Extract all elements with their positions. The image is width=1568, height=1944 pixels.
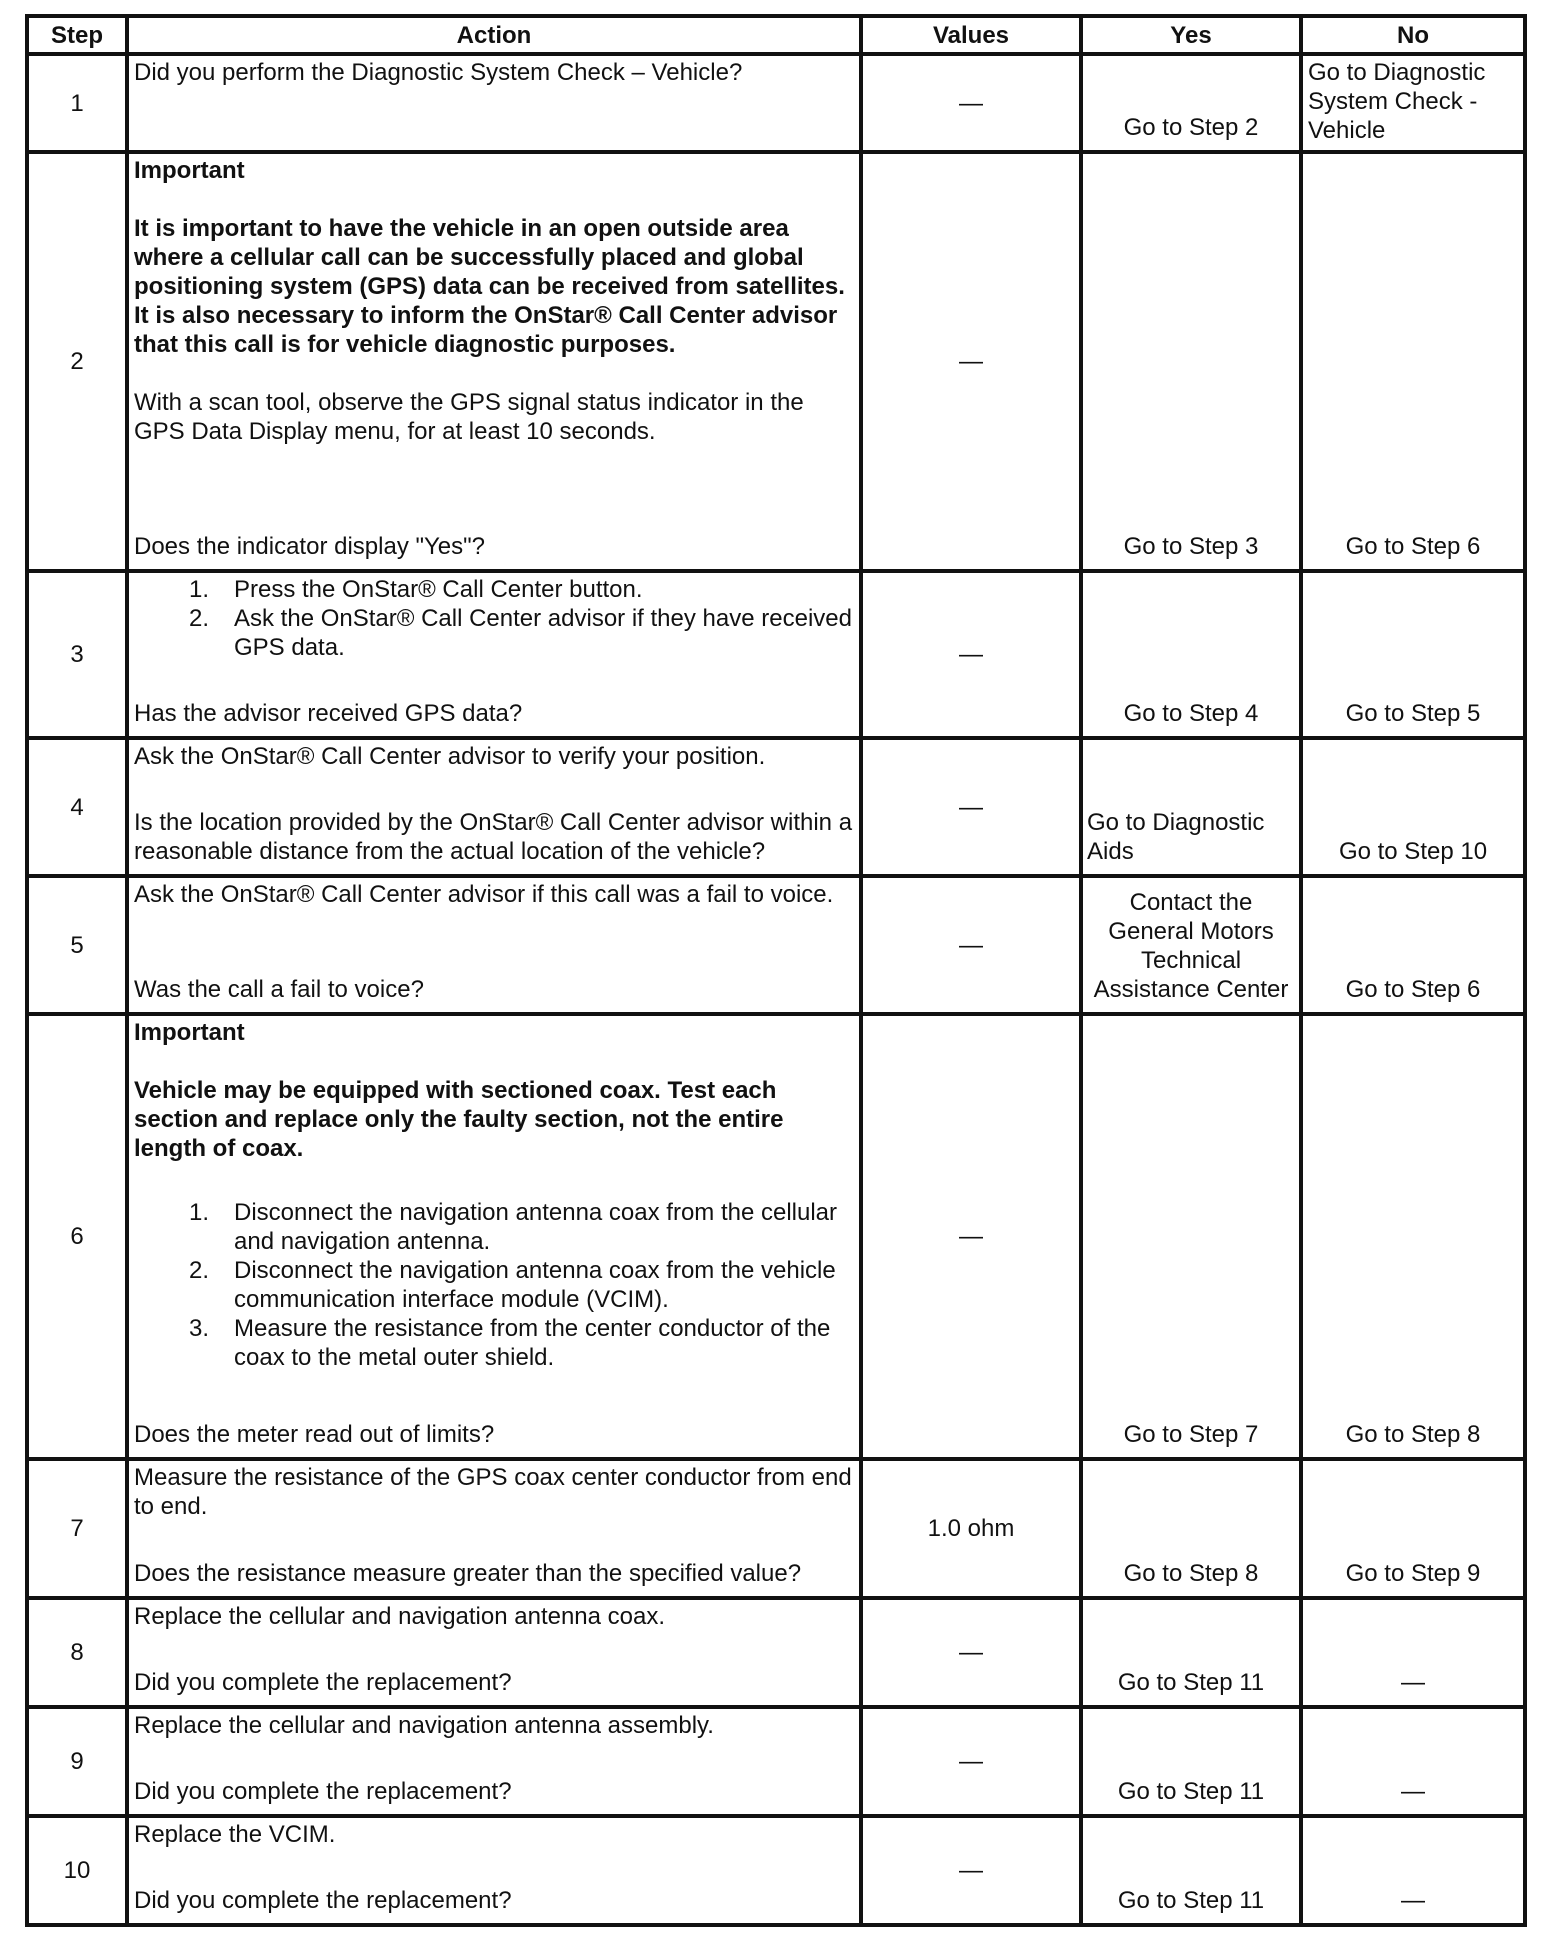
action-question: Has the advisor received GPS data? (134, 700, 523, 727)
action-steps-list (134, 1198, 854, 1372)
yes-cell (1081, 1816, 1301, 1925)
yes-cell (1081, 1598, 1301, 1707)
no-cell (1301, 54, 1525, 152)
table-row (27, 152, 1525, 571)
no-link[interactable]: Go to Step 5 (1345, 700, 1481, 727)
step-number: 6 (27, 1014, 127, 1459)
no-link[interactable]: Go to Step 9 (1345, 1560, 1481, 1587)
list-item: 3. Measure the resistance from the center conductor of the coax to the metal outer shield. (189, 1315, 831, 1371)
no-cell (1301, 1014, 1525, 1459)
header-values: Values (861, 16, 1081, 54)
action-question: Does the meter read out of limits? (134, 1421, 495, 1448)
no-cell (1301, 1598, 1525, 1707)
header-action: Action (127, 16, 861, 54)
value-cell: — (861, 152, 1081, 571)
list-item: 1. Press the OnStar® Call Center button. (189, 576, 643, 603)
step-number: 1 (27, 54, 127, 152)
action-cell (127, 1014, 861, 1459)
list-item: 2. Ask the OnStar® Call Center advisor if they have received GPS data. (189, 605, 852, 661)
step-number: 2 (27, 152, 127, 571)
value-cell: — (861, 54, 1081, 152)
action-question: Was the call a fail to voice? (134, 976, 424, 1003)
no-cell (1301, 1707, 1525, 1816)
no-cell (1301, 571, 1525, 738)
action-cell (127, 1816, 861, 1925)
action-question: Did you complete the replacement? (134, 1887, 512, 1914)
action-question: Does the resistance measure greater than the specified value? (134, 1560, 802, 1587)
action-text: Did you perform the Diagnostic System Check – Vehicle? (134, 59, 743, 86)
step-number: 3 (27, 571, 127, 738)
yes-link[interactable]: Go to Step 3 (1123, 533, 1259, 560)
no-cell (1301, 738, 1525, 876)
important-note: Vehicle may be equipped with sectioned coax. Test each section and replace only the faulty section, not the entire length of coax. (134, 1077, 784, 1162)
table-row (27, 1598, 1525, 1707)
no-link[interactable]: Go to Step 6 (1345, 976, 1481, 1003)
header-yes: Yes (1081, 16, 1301, 54)
important-label: Important (134, 1019, 245, 1046)
yes-cell (1081, 876, 1301, 1014)
no-cell (1301, 152, 1525, 571)
action-cell (127, 571, 861, 738)
yes-link[interactable]: Go to Step 2 (1123, 114, 1259, 141)
action-question: Is the location provided by the OnStar® Call Center advisor within a reasonable distance from the actual location of the vehicle? (134, 809, 853, 865)
no-cell (1301, 1459, 1525, 1598)
value-cell: — (861, 1014, 1081, 1459)
action-cell (127, 152, 861, 571)
no-link[interactable]: Go to Step 6 (1345, 533, 1481, 560)
yes-cell (1081, 738, 1301, 876)
yes-link[interactable]: Go to Diagnostic Aids (1087, 809, 1265, 865)
yes-link[interactable]: Go to Step 8 (1123, 1560, 1259, 1587)
step-number: 9 (27, 1707, 127, 1816)
diagnostic-table (25, 14, 1527, 1927)
value-cell: — (861, 1707, 1081, 1816)
table-row (27, 738, 1525, 876)
action-question: Did you complete the replacement? (134, 1778, 512, 1805)
action-text: Ask the OnStar® Call Center advisor if this call was a fail to voice. (134, 881, 834, 908)
table-row (27, 1816, 1525, 1925)
table-row (27, 1014, 1525, 1459)
table-row (27, 1459, 1525, 1598)
action-question: Did you complete the replacement? (134, 1669, 512, 1696)
table-row (27, 1707, 1525, 1816)
header-step: Step (27, 16, 127, 54)
yes-link[interactable]: Go to Step 11 (1117, 1887, 1265, 1914)
action-text: Replace the cellular and navigation antenna coax. (134, 1603, 666, 1630)
action-cell (127, 1598, 861, 1707)
no-value: — (1401, 1887, 1425, 1914)
no-cell (1301, 876, 1525, 1014)
yes-link[interactable]: Go to Step 11 (1117, 1778, 1265, 1805)
value-cell: — (861, 571, 1081, 738)
action-text: With a scan tool, observe the GPS signal status indicator in the GPS Data Display menu, for at least 10 seconds. (134, 389, 804, 445)
yes-cell (1081, 571, 1301, 738)
yes-cell (1081, 1014, 1301, 1459)
action-cell (127, 1459, 861, 1598)
action-cell (127, 54, 861, 152)
no-link[interactable]: Go to Step 10 (1338, 838, 1488, 865)
action-text: Replace the cellular and navigation antenna assembly. (134, 1712, 714, 1739)
no-value: — (1401, 1778, 1425, 1805)
header-row (27, 16, 1525, 54)
yes-cell (1081, 1459, 1301, 1598)
important-label: Important (134, 157, 245, 184)
yes-cell (1081, 1707, 1301, 1816)
action-text: Replace the VCIM. (134, 1821, 336, 1848)
yes-link[interactable]: Contact the General Motors Technical Assistance Center (1093, 889, 1289, 1003)
step-number: 7 (27, 1459, 127, 1598)
value-cell: — (861, 1816, 1081, 1925)
step-number: 5 (27, 876, 127, 1014)
yes-link[interactable]: Go to Step 11 (1117, 1669, 1265, 1696)
action-cell (127, 738, 861, 876)
step-number: 8 (27, 1598, 127, 1707)
action-cell (127, 876, 861, 1014)
action-question: Does the indicator display "Yes"? (134, 533, 486, 560)
action-steps-list (134, 575, 854, 662)
action-cell (127, 1707, 861, 1816)
important-note: It is important to have the vehicle in an open outside area where a cellular call can be successfully placed and global positioning system (GPS) data can be received from satellites. It is also necessary to inform the OnStar® Call Center advisor that this call is for vehicle diagnostic purposes. (134, 215, 845, 358)
step-number: 4 (27, 738, 127, 876)
no-link[interactable]: Go to Step 8 (1345, 1421, 1481, 1448)
yes-cell (1081, 152, 1301, 571)
value-cell: — (861, 876, 1081, 1014)
list-item: 2. Disconnect the navigation antenna coax from the vehicle communication interface module (VCIM). (189, 1257, 836, 1313)
table-row (27, 571, 1525, 738)
no-value: — (1401, 1669, 1425, 1696)
value-cell: — (861, 738, 1081, 876)
action-text: Measure the resistance of the GPS coax center conductor from end to end. (134, 1464, 852, 1520)
no-link[interactable]: Go to Diagnostic System Check - Vehicle (1308, 59, 1486, 144)
value-cell: — (861, 1598, 1081, 1707)
table-row (27, 876, 1525, 1014)
yes-cell (1081, 54, 1301, 152)
value-cell: 1.0 ohm (861, 1459, 1081, 1598)
list-item: 1. Disconnect the navigation antenna coax from the cellular and navigation antenna. (189, 1199, 838, 1255)
no-cell (1301, 1816, 1525, 1925)
table-row (27, 54, 1525, 152)
step-number: 10 (27, 1816, 127, 1925)
yes-link[interactable]: Go to Step 4 (1123, 700, 1259, 727)
action-text: Ask the OnStar® Call Center advisor to verify your position. (134, 743, 766, 770)
header-no: No (1301, 16, 1525, 54)
yes-link[interactable]: Go to Step 7 (1123, 1421, 1259, 1448)
